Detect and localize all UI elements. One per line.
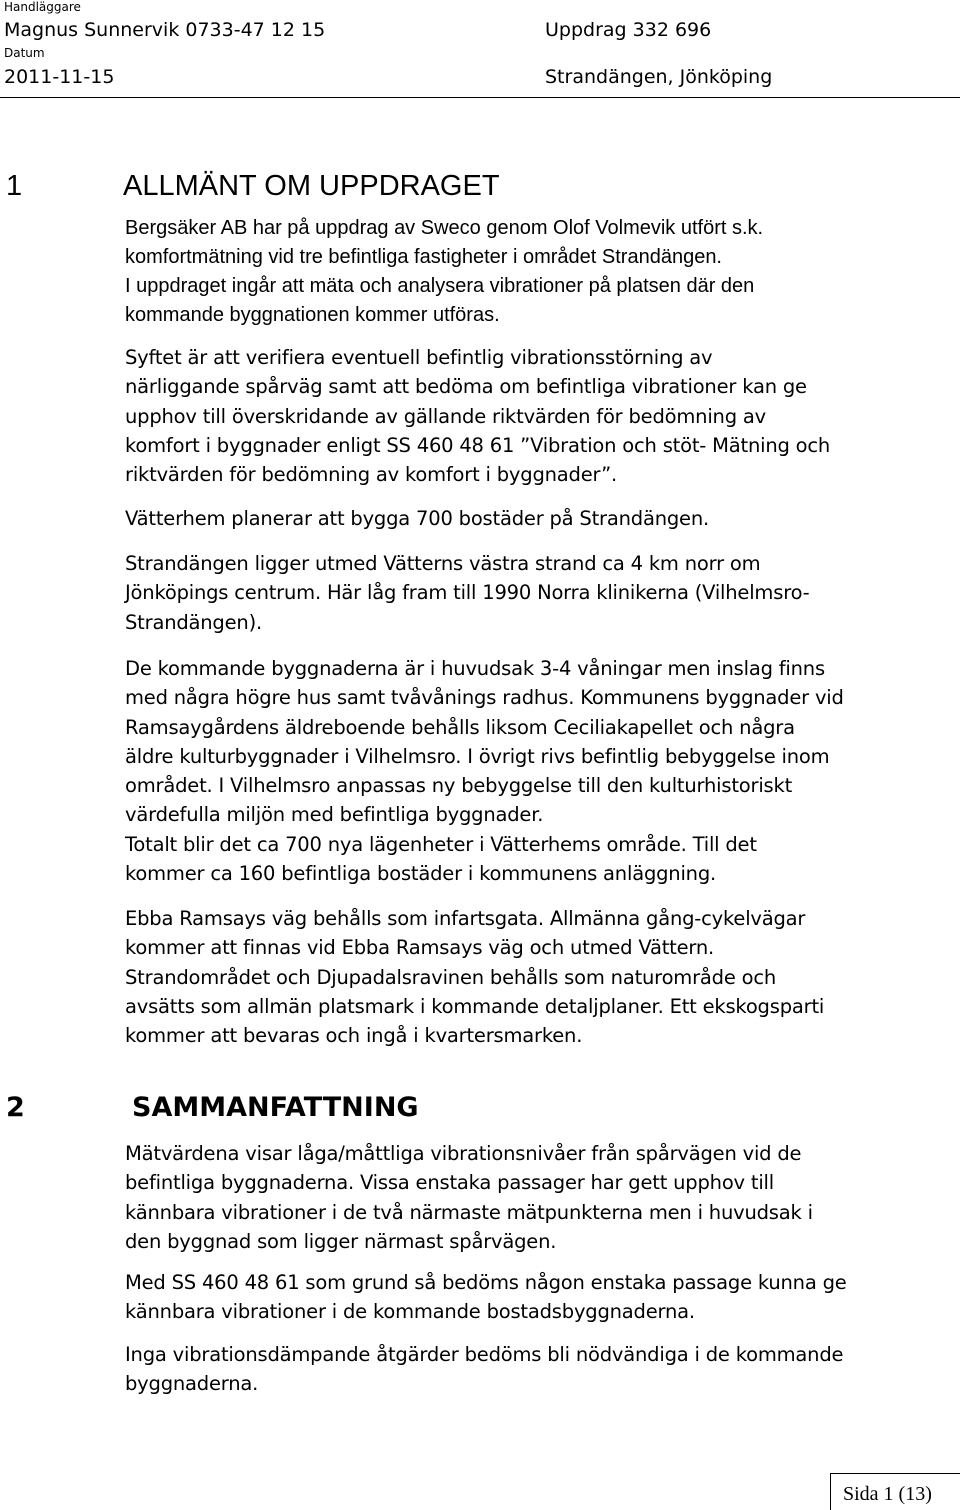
section-2-paragraph-assessment (125, 1268, 847, 1327)
location: Strandängen, Jönköping (545, 66, 773, 88)
text-line: kännbara vibrationer i de kommande bostadsbyggnaderna. (125, 1300, 695, 1324)
text-line: komfortmätning vid tre befintliga fastigheter i området Strandängen. (125, 246, 722, 268)
text-line: äldre kulturbyggnader i Vilhelmsro. I övrigt rivs befintlig bebyggelse inom (125, 744, 830, 768)
text-line: Jönköpings centrum. Här låg fram till 1990 Norra klinikerna (Vilhelmsro- (125, 581, 810, 605)
text-line: Mätvärdena visar låga/måttliga vibrationsnivåer från spårvägen vid de (125, 1142, 802, 1165)
text-line: området. I Vilhelmsro anpassas ny bebyggelse till den kulturhistoriskt (125, 774, 793, 798)
section-1-number: 1 (6, 170, 23, 202)
assignment-number: Uppdrag 332 696 (545, 19, 712, 41)
text-line: Syftet är att verifiera eventuell befintlig vibrationsstörning av (125, 346, 713, 369)
page-number: Sida 1 (13) (843, 1483, 932, 1505)
text-line: Strandängen). (125, 610, 262, 634)
text-line: kommer ca 160 befintliga bostäder i kommunens anläggning. (125, 862, 717, 886)
text-line: Med SS 460 48 61 som grund så bedöms någon enstaka passage kunna ge (125, 1271, 847, 1294)
date-value: 2011-11-15 (4, 66, 115, 88)
text-line: Ramsaygårdens äldreboende behålls liksom Ceciliakapellet och några (125, 715, 795, 739)
section-2-paragraph-conclusion (125, 1340, 843, 1399)
text-line: riktvärden för bedömning av komfort i byggnader”. (125, 463, 618, 487)
section-1-paragraph-purpose (125, 343, 830, 489)
text-line: kännbara vibrationer i de två närmaste mätpunkterna men i huvudsak i (125, 1200, 813, 1224)
text-line: I uppdraget ingår att mäta och analysera vibrationer på platsen där den (125, 275, 755, 297)
text-line: Strandängen ligger utmed Vätterns västra strand ca 4 km norr om (125, 552, 761, 575)
text-line: Bergsäker AB har på uppdrag av Sweco genom Olof Volmevik utfört s.k. (125, 217, 764, 239)
section-2-paragraph-results (125, 1139, 813, 1256)
section-1-paragraph-roads (125, 904, 824, 1050)
text-line: värdefulla miljön med befintliga byggnader. (125, 803, 544, 827)
section-2-title: SAMMANFATTNING (132, 1092, 419, 1123)
text-line: den byggnad som ligger närmast spårvägen. (125, 1229, 557, 1253)
text-line: komfort i byggnader enligt SS 460 48 61 ”Vibration och stöt- Mätning och (125, 433, 831, 457)
text-line: med några högre hus samt tvåvånings radhus. Kommunens byggnader vid (125, 686, 844, 710)
text-line: kommer att bevaras och ingå i kvartersmarken. (125, 1024, 583, 1048)
header-divider (0, 97, 960, 98)
section-1-title: ALLMÄNT OM UPPDRAGET (123, 170, 500, 202)
text-line: De kommande byggnaderna är i huvudsak 3-4 våningar men inslag finns (125, 657, 825, 680)
text-line: avsätts som allmän platsmark i kommande detaljplaner. Ett ekskogsparti (125, 994, 825, 1018)
text-line: Inga vibrationsdämpande åtgärder bedöms bli nödvändiga i de kommande (125, 1343, 844, 1366)
date-label: Datum (4, 46, 45, 60)
text-line: kommande byggnationen kommer utföras. (125, 304, 500, 326)
section-2-number: 2 (6, 1092, 25, 1123)
text-line: Totalt blir det ca 700 nya lägenheter i Vätterhems område. Till det (125, 832, 757, 856)
section-2-heading (6, 1090, 419, 1126)
handler-value: Magnus Sunnervik 0733-47 12 15 (4, 19, 326, 41)
text-line: befintliga byggnaderna. Vissa enstaka passager har gett upphov till (125, 1171, 774, 1195)
text-line: kommer att finnas vid Ebba Ramsays väg och utmed Vättern. (125, 936, 715, 960)
text-line: Ebba Ramsays väg behålls som infartsgata. Allmänna gång-cykelvägar (125, 907, 806, 930)
text-line: Vätterhem planerar att bygga 700 bostäder på Strandängen. (125, 507, 709, 530)
section-1-paragraph-plans (125, 504, 709, 533)
handler-label: Handläggare (4, 0, 81, 14)
section-1-paragraph-location (125, 549, 810, 637)
text-line: närliggande spårväg samt att bedöma om befintliga vibrationer kan ge (125, 375, 807, 399)
section-1-paragraph-buildings (125, 654, 844, 888)
section-1-heading (6, 168, 500, 204)
text-line: Strandområdet och Djupadalsravinen behålls som naturområde och (125, 965, 777, 989)
text-line: byggnaderna. (125, 1372, 259, 1396)
section-1-paragraph-intro (125, 214, 763, 330)
text-line: upphov till överskridande av gällande riktvärden för bedömning av (125, 404, 766, 428)
